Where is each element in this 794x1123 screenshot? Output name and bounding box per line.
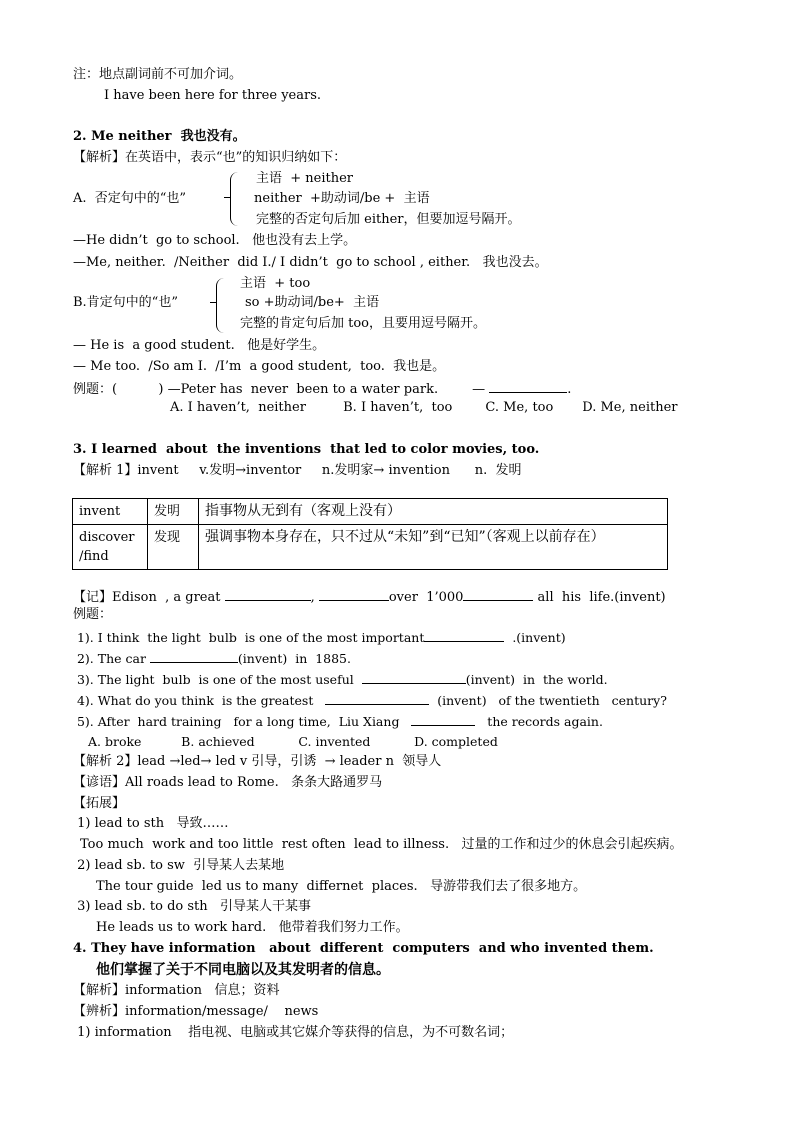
answer-blank — [325, 691, 429, 705]
answer-blank — [489, 379, 567, 393]
example-sentence: I have been here for three years. — [104, 88, 322, 103]
text-fragment: .(invent) — [504, 630, 566, 645]
distinction-line: 【辨析】information/message/ news — [73, 1004, 319, 1019]
text-fragment: over 1’000 — [388, 590, 464, 605]
exercise-item — [73, 649, 351, 668]
text-fragment: 【记】Edison , a great — [73, 590, 225, 605]
answer-blank — [319, 587, 389, 601]
analysis-line: 【解析】information 信息；资料 — [73, 983, 280, 998]
answer-blank — [463, 587, 533, 601]
text-fragment: , — [310, 590, 319, 605]
exercise-item — [73, 712, 603, 731]
brace-bottom-a — [230, 198, 239, 226]
exercise-question: 例题：( ) —Peter has never been to a water park. — . — [73, 379, 571, 399]
table-cell: discover /find — [73, 525, 148, 570]
rule-line: 主语 + neither — [256, 171, 354, 186]
exercise-options: A. broke B. achieved C. invented D. completed — [88, 734, 498, 749]
extension-item: 3) lead sb. to do sth 引导某人干某事 — [73, 899, 312, 914]
text-fragment: 3). The light bulb is one of the most useful — [73, 672, 362, 687]
dialog-line: —Me, neither. /Neither did I./ I didn’t go to school , either. 我也没去。 — [73, 255, 548, 270]
extension-heading: 【拓展】 — [73, 796, 126, 811]
extension-example: He leads us to work hard. 他带着我们努力工作。 — [96, 920, 409, 935]
answer-blank — [150, 649, 238, 663]
table-row — [73, 525, 668, 570]
dialog-line: — Me too. /So am I. /I’m a good student, too. 我也是。 — [73, 359, 446, 374]
text-fragment: (invent) in 1885. — [237, 651, 351, 666]
exercise-item — [73, 670, 608, 689]
brace-top-a — [230, 172, 239, 197]
section-translation: 他们掌握了关于不同电脑以及其发明者的信息。 — [96, 962, 390, 978]
analysis-line: 【解析 1】invent v.发明→inventor n.发明家→ invention n. 发明 — [73, 463, 522, 478]
dialog-line: —He didn’t go to school. 他也没有去上学。 — [73, 233, 357, 248]
text-fragment: 4). What do you think is the greatest — [73, 693, 326, 708]
rule-heading-b: B.肯定句中的“也” — [73, 295, 178, 310]
table-cell: invent — [73, 499, 148, 525]
section-heading-2: 2. Me neither 我也没有。 — [73, 129, 246, 144]
extension-example: The tour guide led us to many differnet places. 导游带我们去了很多地方。 — [96, 879, 587, 894]
analysis-line: 【解析】在英语中，表示“也”的知识归纳如下： — [73, 150, 347, 165]
rule-heading-a: A. 否定句中的“也” — [73, 191, 187, 206]
section-heading-3: 3. I learned about the inventions that led to color movies, too. — [73, 442, 540, 457]
answer-dash: — — [472, 382, 490, 397]
brace-bottom-b — [216, 303, 225, 333]
extension-item: 1) lead to sth 导致…… — [73, 816, 229, 831]
exercise-item — [73, 628, 566, 647]
rule-line: 完整的肯定句后加 too，且要用逗号隔开。 — [240, 316, 487, 331]
text-fragment: the records again. — [475, 714, 603, 729]
comparison-table — [72, 498, 668, 570]
dialog-line: — He is a good student. 他是好学生。 — [73, 338, 326, 353]
section-heading-4: 4. They have information about different computers and who invented them. — [73, 941, 654, 956]
exercise-item — [73, 691, 667, 710]
question-text: 例题：( ) —Peter has never been to a water park. — [73, 382, 439, 397]
extension-example: Too much work and too little rest often lead to illness. 过量的工作和过少的休息会引起疾病。 — [80, 837, 683, 852]
answer-blank — [225, 587, 311, 601]
brace-top-b — [216, 278, 225, 302]
exercise-options: A. I haven’t, neither B. I haven’t, too C. Me, too D. Me, neither — [170, 400, 678, 415]
text-fragment: 2). The car — [73, 651, 150, 666]
memory-line — [73, 587, 666, 607]
answer-blank — [411, 712, 475, 726]
table-row — [73, 499, 668, 525]
note-line: 注：地点副词前不可加介词。 — [73, 67, 243, 82]
table-cell: 发明 — [148, 499, 199, 525]
analysis-line: 【解析 2】lead →led→ led v 引导，引诱 → leader n 领导人 — [73, 754, 442, 769]
example-heading: 例题： — [73, 607, 113, 622]
rule-line: neither +助动词/be + 主语 — [254, 191, 430, 206]
table-cell: 发现 — [148, 525, 199, 570]
table-cell: 指事物从无到有（客观上没有） — [199, 499, 668, 525]
table-cell: 强调事物本身存在，只不过从“未知”到“已知”（客观上以前存在） — [199, 525, 668, 570]
answer-blank — [424, 628, 504, 642]
proverb-line: 【谚语】All roads lead to Rome. 条条大路通罗马 — [73, 775, 383, 790]
answer-blank — [362, 670, 466, 684]
rule-line: 完整的否定句后加 either，但要加逗号隔开。 — [256, 212, 521, 227]
text-fragment: (invent) of the twentieth century? — [429, 693, 667, 708]
text-fragment: (invent) in the world. — [465, 672, 608, 687]
rule-line: 主语 + too — [240, 276, 311, 291]
text-fragment: 1). I think the light bulb is one of the most important — [73, 630, 425, 645]
text-fragment: all his life.(invent) — [533, 590, 666, 605]
extension-item: 2) lead sb. to sw 引导某人去某地 — [73, 858, 285, 873]
text-fragment: 5). After hard training for a long time, Liu Xiang — [73, 714, 412, 729]
distinction-item: 1) information 指电视、电脑或其它媒介等获得的信息，为不可数名词； — [73, 1025, 514, 1040]
rule-line: so +助动词/be+ 主语 — [245, 295, 380, 310]
